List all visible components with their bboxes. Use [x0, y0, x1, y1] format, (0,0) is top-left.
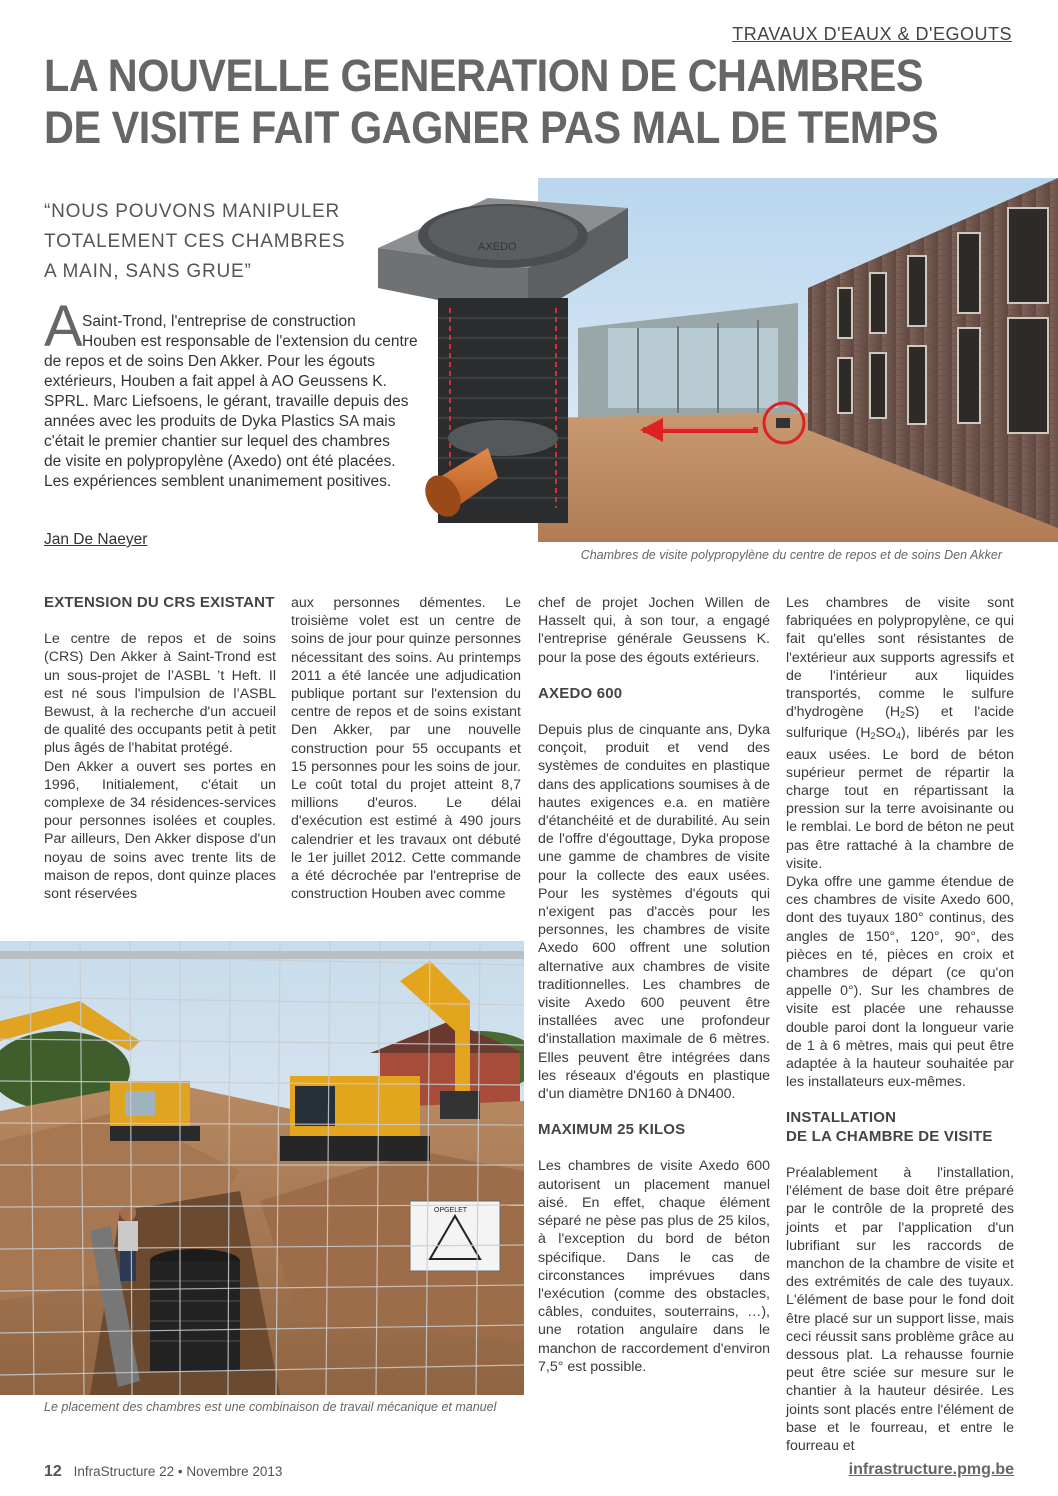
column-2 — [291, 594, 521, 903]
text-run: S) et l'acide sulfurique (H — [786, 704, 1014, 742]
pull-quote — [44, 197, 374, 287]
intro-line: extérieurs, Houben a fait appel à AO Geussens K. — [44, 373, 387, 390]
quote-line-2: TOTALEMENT CES CHAMBRES — [44, 231, 346, 252]
paragraph: Den Akker a ouvert ses portes en 1996, Initialement, c'était un complexe de 34 résidences-services pour personnes isolées et couples. Par ailleurs, Den Akker dispose d'un noyau de soins avec trente lits de maison de repos, dont quinze places sont réservées — [44, 758, 276, 903]
paragraph: Depuis plus de cinquante ans, Dyka conçoit, produit et vend des systèmes de conduites en plastique dans des applications soumises à de hautes exigences e.a. en matière d'étanchéité et de durabilité. Au sein de l'offre d'égouttage, Dyka propose une gamme de chambres de visite pour la collecte des eaux usées. Pour les systèmes d'égouts qui n'exigent pas d'accès pour les personnes, les chambres de visite Axedo 600 offrent une solution alternative aux chambres de visite traditionnelles. Les chambres de visite Axedo 600 peuvent être installées avec une profondeur d'installation maximale de 6 mètres. Elles peuvent être intégrées dans les réseaux d'égouts en plastique d'un diamètre DN160 à DN400. — [538, 722, 770, 1103]
intro-line: Les expériences semblent unanimement positives. — [44, 473, 392, 490]
text-run: Les chambres de visite sont fabriquées en polypropylène, ce qui fait qu'elles sont résistantes de l'extérieur aux supports agressifs et de l'intérieur aux liquides transportés, comme le sulfure d'hydrogène (H — [786, 595, 1014, 721]
hero-photo-illustration — [378, 178, 1058, 542]
text-run: SO — [875, 725, 896, 742]
section-tag: TRAVAUX D'EAUX & D'EGOUTS — [732, 24, 1012, 44]
issue-info: InfraStructure 22 • Novembre 2013 — [73, 1464, 283, 1479]
byline: Jan De Naeyer — [44, 531, 148, 548]
intro-line: de visite en polypropylène (Axedo) ont été placées. — [44, 453, 396, 470]
intro-line: c'était le premier chantier sur lequel des chambres — [44, 433, 390, 450]
drop-cap: A — [44, 294, 83, 359]
subheading: INSTALLATION — [786, 1109, 897, 1127]
quote-line-1: “NOUS POUVONS MANIPULER — [44, 201, 341, 222]
intro-line: de repos et de soins Den Akker. Pour les égouts — [44, 353, 375, 370]
column-1 — [44, 594, 276, 903]
headline-line-1: LA NOUVELLE GENERATION DE CHAMBRES — [44, 50, 924, 101]
subheading: EXTENSION DU CRS EXISTANT — [44, 594, 275, 611]
subscript: 2 — [870, 731, 876, 742]
headline-line-2: DE VISITE FAIT GAGNER PAS MAL DE TEMPS — [44, 102, 939, 153]
page-number: 12 — [44, 1463, 62, 1480]
subheading: DE LA CHAMBRE DE VISITE — [786, 1127, 993, 1145]
intro-line: années avec les produits de Dyka Plastics SA mais — [44, 413, 396, 430]
paragraph: Préalablement à l'installation, l'élément de base doit être préparé par le contrôle de la propreté des joints et par l'application d'un lubrifiant sur les raccords de manchon de la chambre de visite et des extrémités de cale des tuyaux. L'élément de base pour le fond doit être placé sur un support lisse, mais ceci réussit sans problème grâce au dessous plat. La rehausse fournie peut être sciée sur mesure sur le chantier à la hauteur désirée. Les joints sont placés entre l'élément de base et le fourreau, et entre le fourreau et — [786, 1164, 1014, 1454]
paragraph: Dyka offre une gamme étendue de ces chambres de visite Axedo 600, dont des tuyaux 180° continus, des angles de 150°, 120°, 90°, des pièces en té, pièces en croix et chambres de départ (ce qu'on appelle 0°). Sur les chambres de visite est placée une rehausse double paroi dont la longueur varie de 1 à 6 mètres, mais qui peut être adaptée à la hauteur souhaitée par les installateurs eux-mêmes. — [786, 874, 1014, 1091]
intro-line: Saint-Trond, l'entreprise de construction — [82, 313, 356, 330]
paragraph: aux personnes démentes. Le troisième volet est un centre de soins de jour pour quinze personnes nécessitant des soins. Au printemps 2011 a été lancée une adjudication publique portant sur l'extension du centre de repos et de soins existant Den Akker, par une nouvelle construction pour 55 occupants et 15 personnes pour les soins de jour. Le coût total du projet atteint 8,7 millions d'euros. Le délai d'exécution est estimé à 490 jours calendrier et les travaux ont débuté le 1er juillet 2012. Cette commande a été décrochée par l'entreprise de construction Houben avec comme — [291, 595, 521, 903]
column-4 — [786, 594, 1014, 1455]
subscript: 2 — [900, 710, 906, 721]
quote-line-3: A MAIN, SANS GRUE” — [44, 261, 252, 282]
paragraph: chef de projet Jochen Willen de Hasselt qui, à son tour, a engagé l'entreprise générale Geussens K. pour la pose des égouts extérieurs. — [538, 595, 770, 666]
website-link[interactable]: infrastructure.pmg.be — [848, 1461, 1014, 1478]
headline — [44, 50, 946, 154]
footer-left — [44, 1463, 282, 1481]
paragraph — [786, 594, 1014, 873]
paragraph: Les chambres de visite Axedo 600 autorisent un placement manuel aisé. En effet, chaque élément séparé ne pèse pas plus de 25 kilos, à l'exception du bord de béton spécifique. Dans le cas de circonstances imprévues dans l'exécution (comme des obstacles, câbles, conduites, souterrains, …), une rotation angulaire dans le manchon de raccordement d'environ 7,5° est possible. — [538, 1158, 770, 1375]
hero-caption: Chambres de visite polypropylène du centre de repos et de soins Den Akker — [580, 548, 1002, 562]
subheading: MAXIMUM 25 KILOS — [538, 1121, 686, 1139]
intro-line: Houben est responsable de l'extension du centre — [82, 333, 418, 350]
hero-photo — [378, 178, 1058, 542]
construction-photo — [0, 941, 524, 1395]
column-3 — [538, 594, 770, 1376]
construction-caption: Le placement des chambres est une combinaison de travail mécanique et manuel — [44, 1400, 497, 1414]
intro-line: SPRL. Marc Liefsoens, le gérant, travaille depuis des — [44, 393, 409, 410]
lid-text: AXEDO — [478, 241, 517, 253]
subheading: AXEDO 600 — [538, 684, 623, 702]
construction-photo-illustration — [0, 941, 524, 1395]
subscript: 4 — [895, 731, 901, 742]
text-run: ), libérés par les eaux usées. Le bord de béton supérieur permet de répartir la charge tout en répartissant la pression sur la terre avoisinante ou le remblai. Le bord de béton ne peut pas être rattaché à la chambre de visite. — [786, 725, 1014, 872]
sign-text: OPGELET — [434, 1207, 468, 1214]
intro-paragraph — [44, 312, 444, 492]
paragraph: Le centre de repos et de soins (CRS) Den Akker à Saint-Trond est un sous-projet de l’ASBL ’t Heft. Il est né sous l'impulsion de l’ASBL Bewust, à la recherche d'un accueil de qualité des occupants petit à petit plus âgés de l'habitat protégé. — [44, 631, 276, 757]
